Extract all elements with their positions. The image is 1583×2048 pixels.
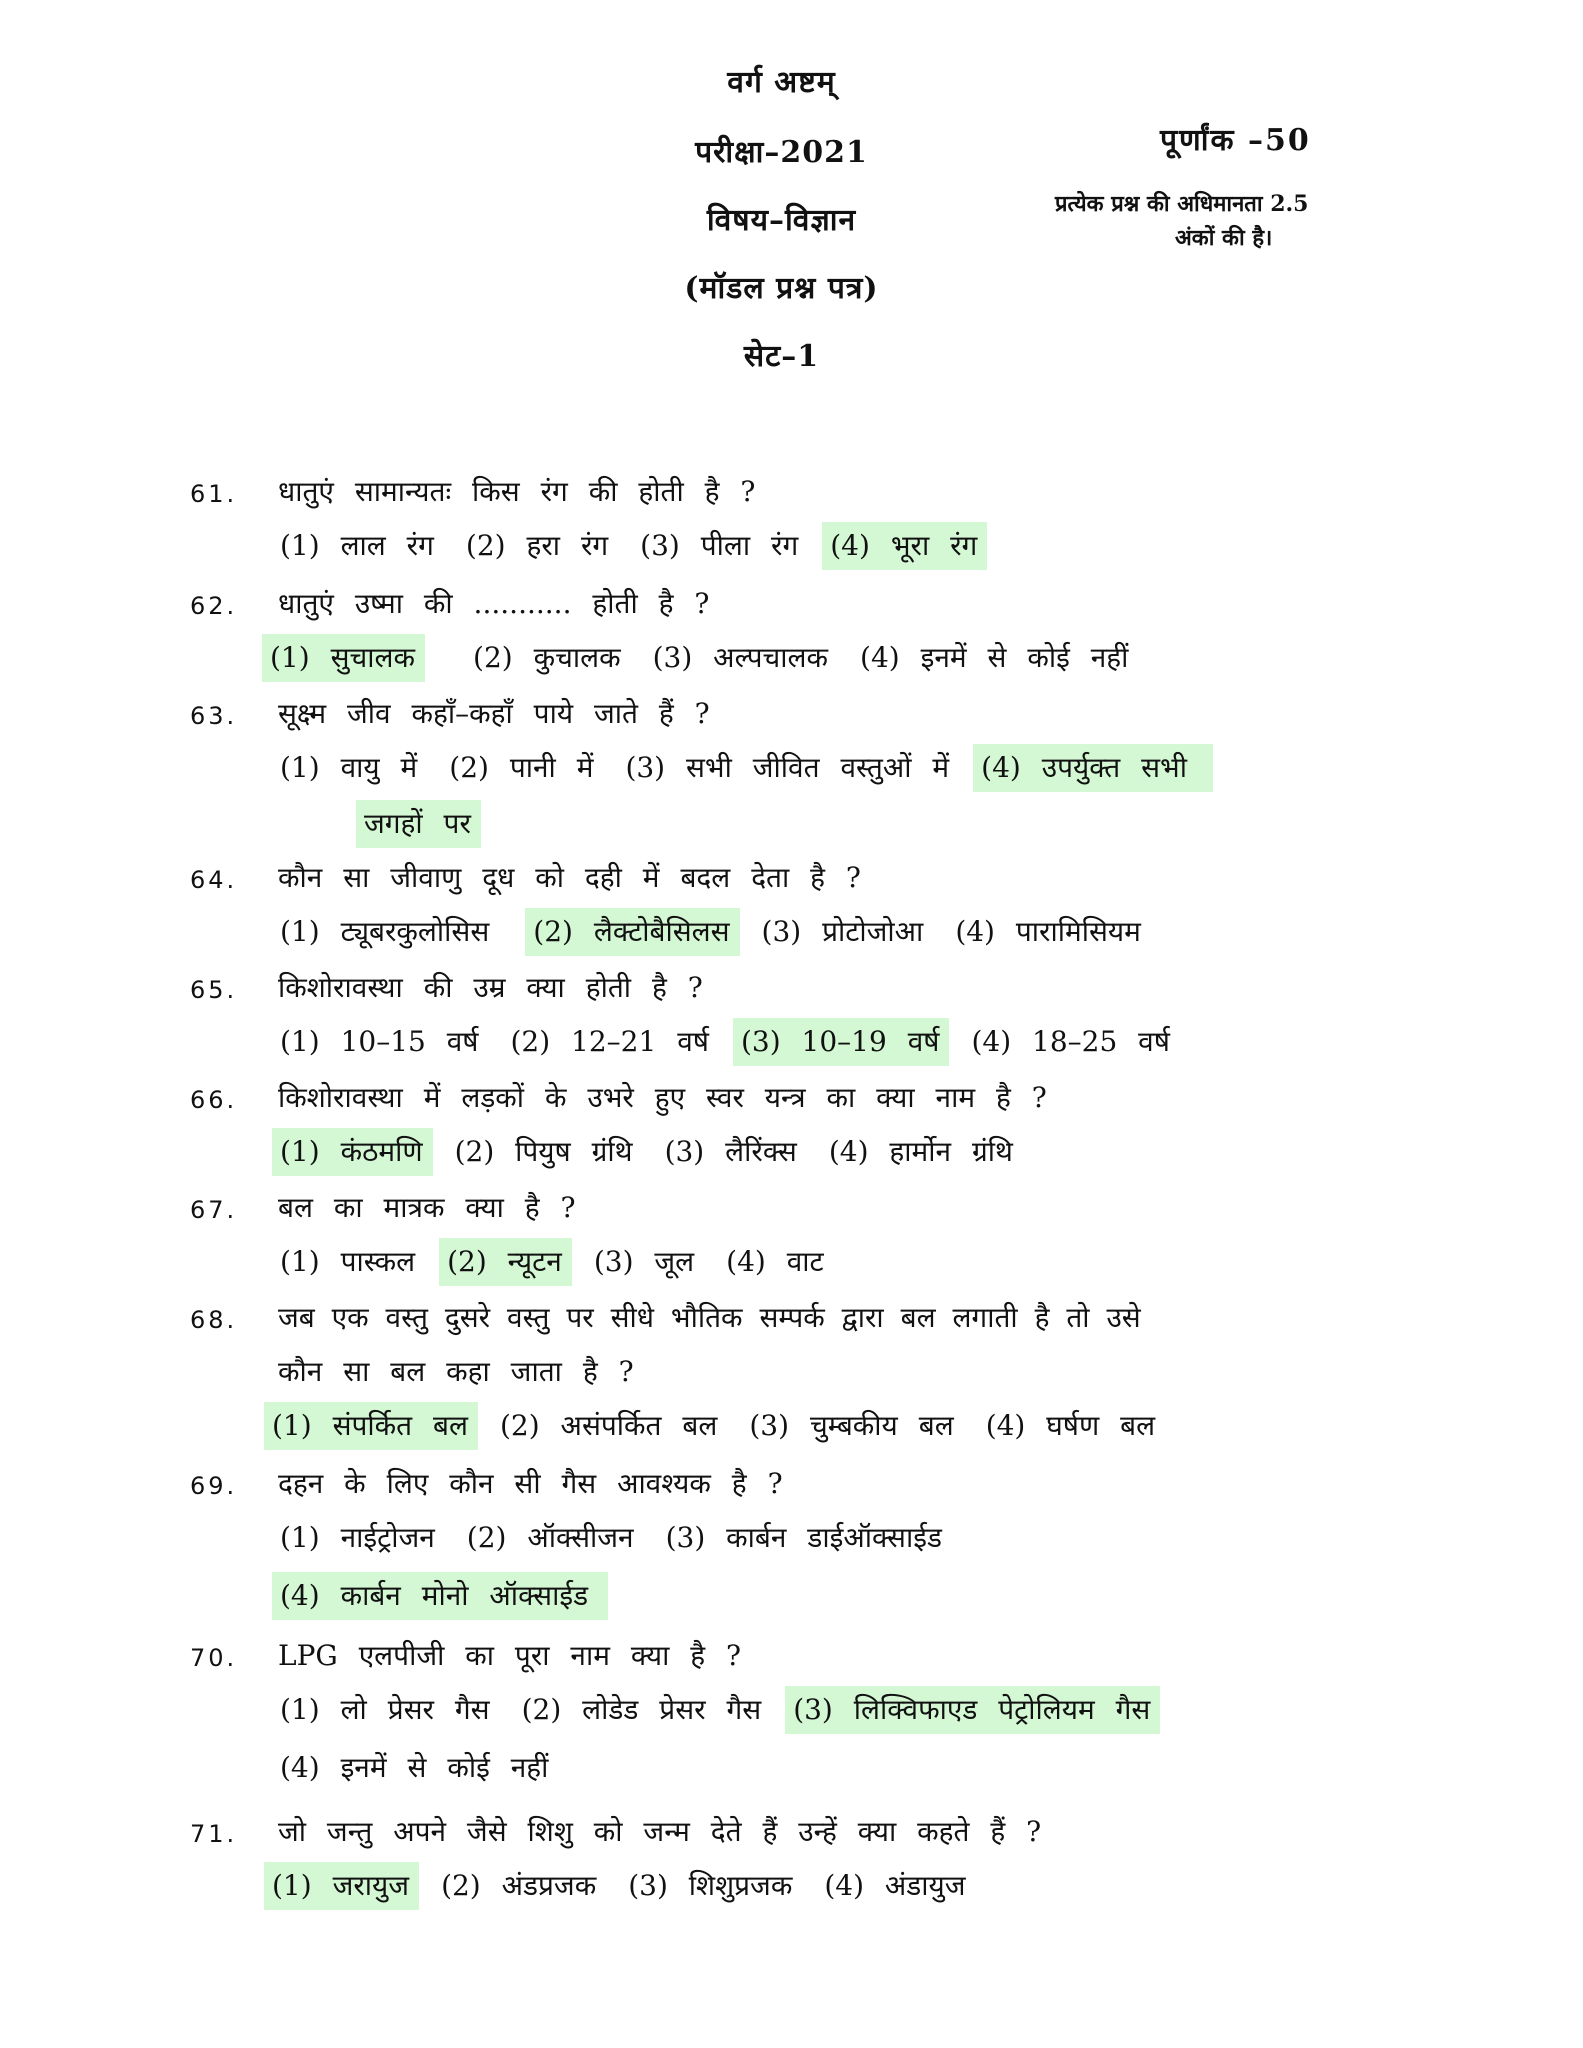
options-line-continued (272, 1572, 622, 1620)
option-1: (1) ट्यूबरकुलोसिस (280, 915, 490, 948)
option-3: (3) अल्पचालक (652, 641, 829, 674)
option-3: (3) शिशुप्रजक (628, 1869, 793, 1902)
option-3-correct: (3) लिक्विफाएड पेट्रोलियम गैस (785, 1686, 1160, 1734)
option-4: (4) इनमें से कोई नहीं (860, 641, 1129, 674)
option-4: (4) इनमें से कोई नहीं (280, 1751, 549, 1784)
option-1: (1) वायु में (280, 751, 418, 784)
question-text: धातुएं उष्मा की ........... होती है ? (278, 587, 710, 620)
question-text: धातुएं सामान्यतः किस रंग की होती है ? (278, 475, 756, 508)
option-1: (1) लाल रंग (280, 529, 434, 562)
set-title: सेट–1 (743, 339, 820, 374)
options-line (272, 1238, 848, 1286)
option-2: (2) लोडेड प्रेसर गैस (521, 1693, 762, 1726)
option-3: (3) सभी जीवित वस्तुओं में (625, 751, 950, 784)
options-line (272, 1686, 1174, 1734)
option-2: (2) पानी में (449, 751, 594, 784)
option-1-correct: (1) संपर्कित बल (264, 1402, 478, 1450)
option-4-correct: (4) उपर्युक्त सभी (973, 744, 1213, 792)
question-text: जो जन्तु अपने जैसे शिशु को जन्म देते हैं उन्हें क्या कहते हैं ? (278, 1815, 1042, 1848)
question-number: 66. (190, 1086, 238, 1114)
option-2: (2) पियुष ग्रंथि (454, 1135, 633, 1168)
option-1-correct: (1) जरायुज (264, 1862, 419, 1910)
option-1: (1) 10–15 वर्ष (280, 1025, 479, 1058)
options-line-continued (356, 800, 495, 848)
option-3: (3) लैरिंक्स (664, 1135, 797, 1168)
full-marks: पूर्णांक –50 (1160, 123, 1311, 158)
option-1-correct: (1) सुचालक (262, 634, 425, 682)
option-2: (2) कुचालक (473, 641, 621, 674)
question-number: 68. (190, 1306, 238, 1334)
option-2-correct: (2) लैक्टोबैसिलस (525, 908, 739, 956)
options-line (272, 1128, 1037, 1176)
class-title: वर्ग अष्टम् (727, 65, 836, 100)
option-4: (4) घर्षण बल (985, 1409, 1156, 1442)
question-text: सूक्ष्म जीव कहाँ–कहाँ पाये जाते हैं ? (278, 697, 710, 730)
question-number: 65. (190, 976, 238, 1004)
option-1: (1) लो प्रेसर गैस (280, 1693, 490, 1726)
option-4-correct: (4) कार्बन मोनो ऑक्साईड (272, 1572, 608, 1620)
options-line (272, 1018, 1194, 1066)
option-4: (4) वाट (726, 1245, 824, 1278)
option-2: (2) हरा रंग (465, 529, 609, 562)
option-1-correct: (1) कंठमणि (272, 1128, 433, 1176)
paper-type-title: (मॉडल प्रश्न पत्र) (684, 271, 879, 306)
option-1: (1) नाईट्रोजन (280, 1521, 435, 1554)
option-3: (3) पीला रंग (640, 529, 799, 562)
question-number: 67. (190, 1196, 238, 1224)
options-line (264, 1862, 990, 1910)
option-2: (2) अंडप्रजक (441, 1869, 597, 1902)
option-4: (4) 18–25 वर्ष (971, 1025, 1170, 1058)
options-line (262, 634, 1152, 682)
option-2: (2) 12–21 वर्ष (510, 1025, 709, 1058)
options-line (272, 908, 1165, 956)
option-2-correct: (2) न्यूटन (439, 1238, 572, 1286)
option-3: (3) जूल (593, 1245, 695, 1278)
question-text: किशोरावस्था में लड़कों के उभरे हुए स्वर यन्त्र का क्या नाम है ? (278, 1081, 1047, 1114)
option-2: (2) असंपर्कित बल (499, 1409, 718, 1442)
question-number: 69. (190, 1472, 238, 1500)
options-line (264, 1402, 1179, 1450)
question-text: कौन सा जीवाणु दूध को दही में बदल देता है ? (278, 861, 861, 894)
option-3: (3) चुम्बकीय बल (749, 1409, 954, 1442)
marks-note-line1: प्रत्येक प्रश्न की अधिमानता 2.5 (1055, 191, 1309, 217)
question-text: किशोरावस्था की उम्र क्या होती है ? (278, 971, 703, 1004)
option-2: (2) ऑक्सीजन (466, 1521, 634, 1554)
subject-title: विषय–विज्ञान (706, 203, 857, 238)
question-text: जब एक वस्तु दुसरे वस्तु पर सीधे भौतिक सम्पर्क द्वारा बल लगाती है तो उसे (278, 1301, 1141, 1334)
option-3-correct: (3) 10–19 वर्ष (733, 1018, 949, 1066)
option-4: (4) अंडायुज (824, 1869, 966, 1902)
question-text-line2: कौन सा बल कहा जाता है ? (278, 1355, 634, 1388)
option-4-correct-continued: जगहों पर (356, 800, 481, 848)
options-line (272, 522, 1001, 570)
question-number: 63. (190, 702, 238, 730)
question-text: LPG एलपीजी का पूरा नाम क्या है ? (278, 1639, 742, 1672)
option-4: (4) हार्मोन ग्रंथि (828, 1135, 1013, 1168)
options-line (272, 1514, 966, 1562)
question-number: 62. (190, 592, 238, 620)
question-number: 61. (190, 480, 238, 508)
option-3: (3) प्रोटोजोआ (761, 915, 924, 948)
marks-note-line2: अंकों की है। (1175, 225, 1273, 251)
options-line-continued (272, 1744, 572, 1792)
exam-title: परीक्षा–2021 (695, 135, 868, 170)
option-4-correct: (4) भूरा रंग (822, 522, 987, 570)
question-text: दहन के लिए कौन सी गैस आवश्यक है ? (278, 1467, 783, 1500)
option-1: (1) पास्कल (280, 1245, 416, 1278)
question-number: 71. (190, 1820, 238, 1848)
options-line (272, 744, 1227, 792)
question-number: 64. (190, 866, 238, 894)
option-3: (3) कार्बन डाईऑक्साईड (665, 1521, 942, 1554)
question-text: बल का मात्रक क्या है ? (278, 1191, 576, 1224)
question-number: 70. (190, 1644, 238, 1672)
option-4: (4) पारामिसियम (955, 915, 1141, 948)
